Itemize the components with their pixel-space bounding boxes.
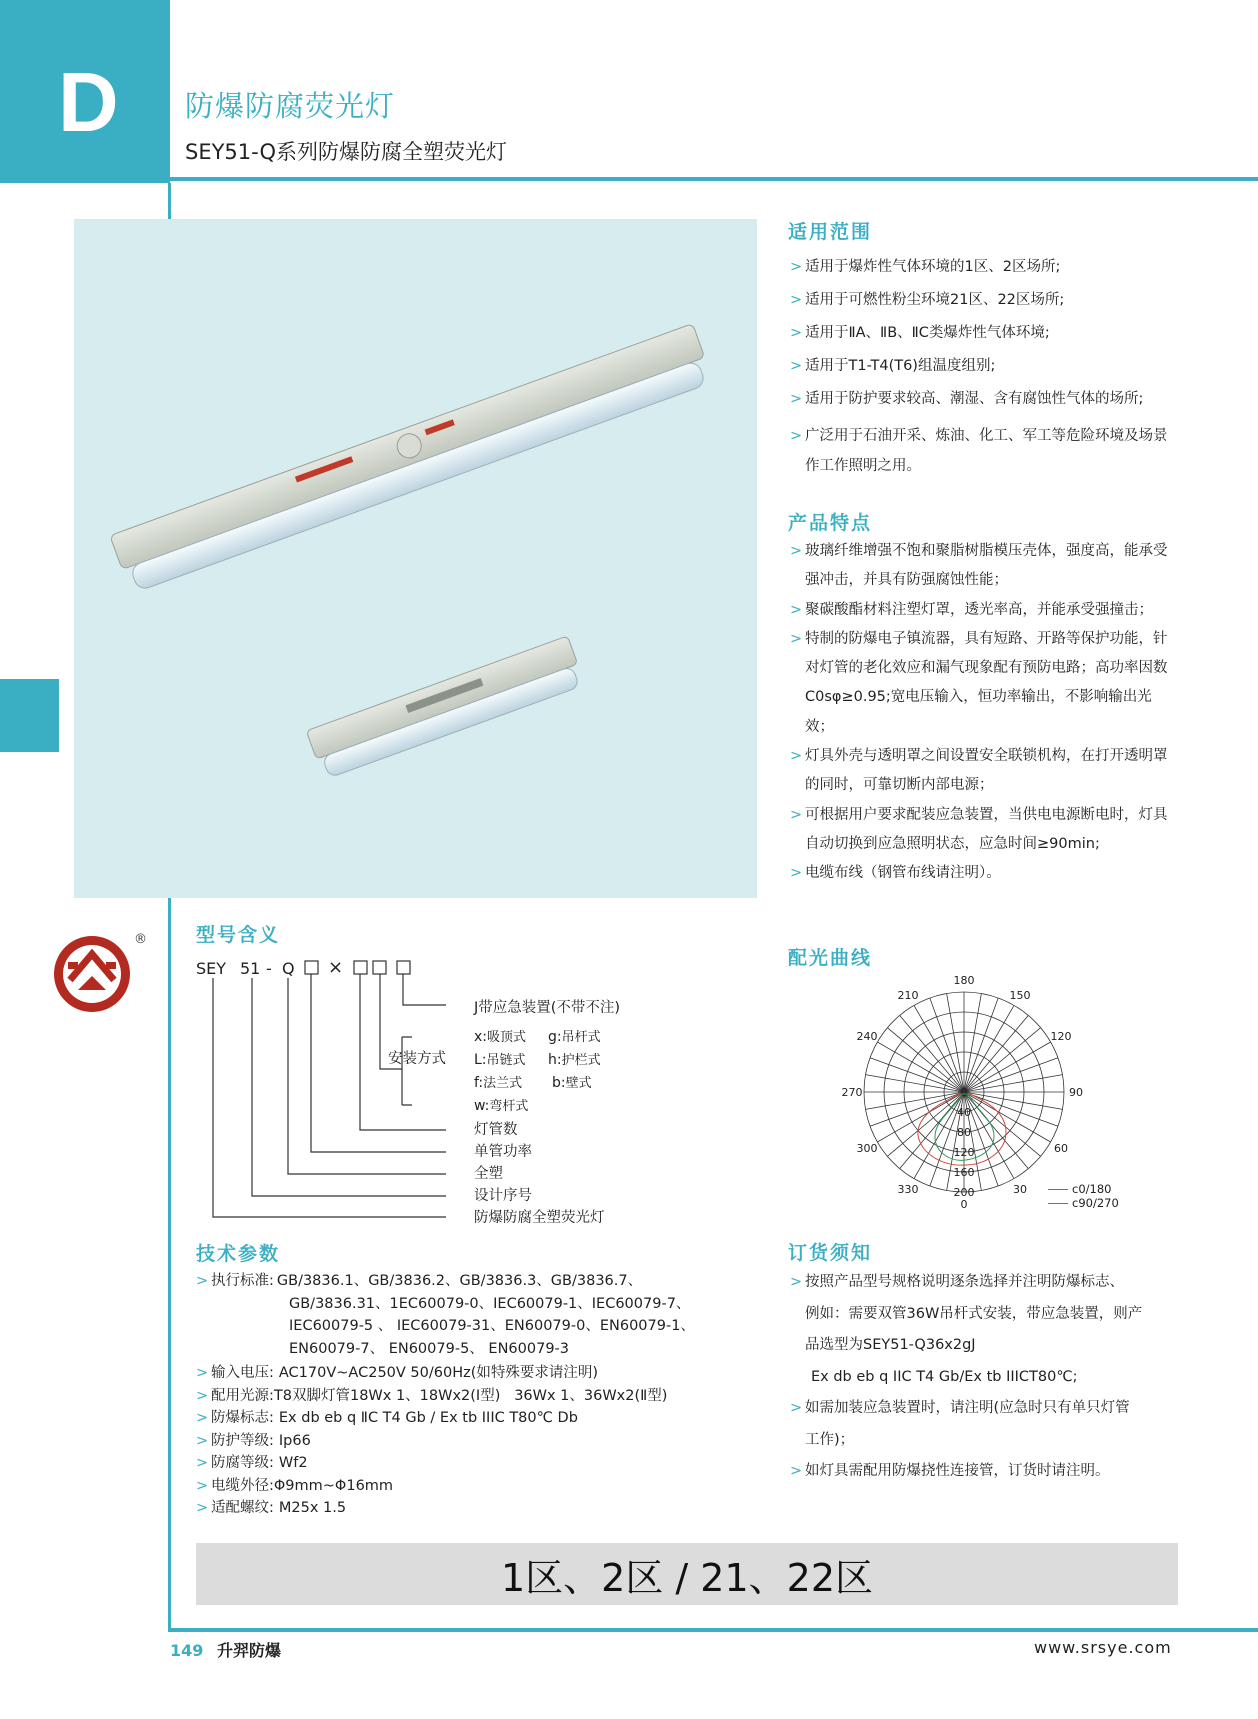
legend-power: 单管功率 <box>474 1144 532 1160</box>
radial-label: 0 <box>960 1086 968 1099</box>
order-item-2 <box>790 1393 1180 1456</box>
radial-label: 80 <box>957 1126 971 1139</box>
list-item: > 适用于爆炸性气体环境的1区、2区场所; <box>790 259 1061 275</box>
page-number: 149 <box>170 1641 204 1660</box>
angle-label: 240 <box>856 1030 878 1043</box>
small-fixture <box>306 636 585 780</box>
angle-label: 90 <box>1069 1086 1083 1099</box>
angle-label: 180 <box>953 974 975 987</box>
curve-legend <box>1048 1182 1119 1210</box>
order-line: 如需加装应急装置时，请注明(应急时只有单只灯管 <box>805 1400 1130 1416</box>
footer-url: www.srsye.com <box>1034 1638 1172 1657</box>
tech-list <box>196 1270 756 1520</box>
legend-series: 设计序号 <box>474 1188 532 1204</box>
model-mount-label: 安装方式 <box>388 1051 446 1067</box>
model-code-dash: - <box>266 959 272 978</box>
footer-brand: 升羿防爆 <box>216 1641 281 1660</box>
list-item: > 特制的防爆电子镇流器，具有短路、开路等保护功能，针对灯管的老化效应和漏气现象配有预防电路；高功率因数C0sφ≥0.95;宽电压输入，恒功率输出，不影响输出光效； <box>790 630 1168 735</box>
large-fixture <box>110 324 714 594</box>
zone-banner <box>196 1543 1178 1605</box>
mount-option-x: x:吸顶式 <box>474 1029 527 1045</box>
list-item: > 适用于防护要求较高、潮湿、含有腐蚀性气体的场所; <box>790 391 1144 407</box>
tech-row-standards-cont: IEC60079-5 、 IEC60079-31、EN60079-0、EN60079-1、 <box>289 1318 695 1334</box>
list-item: > 灯具外壳与透明罩之间设置安全联锁机构，在打开透明罩的同时，可靠切断内部电源； <box>790 748 1168 794</box>
model-code-q: Q <box>282 959 295 978</box>
angle-label: 0 <box>960 1198 968 1211</box>
tech-row-thread: > 适配螺纹: M25x 1.5 <box>196 1500 347 1516</box>
list-item: > 玻璃纤维增强不饱和聚脂树脂模压壳体，强度高，能承受强冲击，并具有防强腐蚀性能； <box>790 543 1168 589</box>
list-item: > 聚碳酸酯材料注塑灯罩，透光率高，并能承受强撞击； <box>790 601 1153 618</box>
brand-logo <box>50 932 138 1016</box>
list-item: > 广泛用于石油开采、炼油、化工、军工等危险环境及场景作工作照明之用。 <box>790 428 1168 474</box>
order-line: 品选型为SEY51-Q36x2gJ <box>805 1337 976 1353</box>
order-line: Ex db eb q IIC T4 Gb/Ex tb IIICT80℃; <box>811 1368 1078 1385</box>
model-code-sey: SEY <box>196 959 227 978</box>
angle-label: 60 <box>1053 1142 1068 1155</box>
left-rule-bottom <box>168 897 171 1632</box>
mount-option-l: L:吊链式 <box>474 1052 526 1068</box>
features-list <box>790 537 1170 889</box>
radial-label: 120 <box>953 1146 975 1159</box>
order-line: 如灯具需配用防爆挠性连接管，订货时请注明。 <box>805 1463 1110 1479</box>
category-letter: D <box>58 55 119 149</box>
bottom-rule <box>168 1628 1258 1632</box>
model-legend <box>474 1119 605 1229</box>
model-code-number: 51 <box>240 959 261 978</box>
list-item: > 适用于可燃性粉尘环境21区、22区场所; <box>790 292 1065 308</box>
tech-row-standards-cont: EN60079-7、 EN60079-5、 EN60079-3 <box>289 1340 569 1357</box>
angle-label: 300 <box>856 1142 878 1155</box>
order-line: 工作)； <box>805 1431 855 1448</box>
header-rule <box>170 177 1258 181</box>
angle-label: 210 <box>897 989 919 1003</box>
model-code-x: × <box>328 957 344 978</box>
model-emergency: J带应急装置(不带不注) <box>474 1000 621 1016</box>
arrow-icon: > <box>790 1400 803 1416</box>
list-item: > 电缆布线（钢管布线请注明）。 <box>790 865 1001 882</box>
model-diagram <box>196 955 446 1225</box>
legend-full-plastic: 全塑 <box>474 1166 503 1182</box>
angle-label: 270 <box>841 1086 863 1099</box>
radial-label: 40 <box>957 1106 971 1119</box>
mount-option-h: h:护栏式 <box>548 1052 601 1068</box>
left-rule-top <box>168 183 171 219</box>
list-item: > 可根据用户要求配装应急装置，当供电电源断电时，灯具自动切换到应急照明状态，应急时间≥90min; <box>790 806 1168 852</box>
zone-banner-text: 1区、2区 / 21、22区 <box>500 1555 874 1600</box>
tech-row-ex-mark: > 防爆标志: Ex db eb q ⅡC T4 Gb / Ex tb IIIC T80℃ Db <box>196 1410 578 1426</box>
angle-label: 120 <box>1050 1030 1072 1043</box>
angle-label: 330 <box>897 1182 919 1196</box>
radial-label: 200 <box>953 1186 975 1199</box>
order-item-1 <box>790 1267 1180 1393</box>
mount-option-b: b:壁式 <box>552 1075 592 1091</box>
registered-mark: ® <box>134 932 147 947</box>
radial-label: 160 <box>953 1166 975 1179</box>
side-tab <box>0 679 59 752</box>
legend-tube-count: 灯管数 <box>474 1122 518 1138</box>
features-title: 产品特点 <box>788 512 873 534</box>
tech-title: 技术参数 <box>196 1243 281 1265</box>
tech-row-light-source: > 配用光源:T8双脚灯管18Wx 1、18Wx2(Ⅰ型) 36Wx 1、36Wx2(Ⅱ型) <box>196 1387 668 1404</box>
list-item: > 适用于ⅡA、ⅡB、ⅡC类爆炸性气体环境; <box>790 325 1050 341</box>
product-photo <box>74 219 757 898</box>
tech-row-cable: > 电缆外径:Φ9mm~Φ16mm <box>196 1477 394 1494</box>
scope-list <box>790 256 1175 481</box>
angle-label: 30 <box>1013 1182 1027 1196</box>
legend-c90: c90/270 <box>1048 1196 1119 1210</box>
order-line: 例如：需要双管36W吊杆式安装，带应急装置，则产 <box>805 1305 1143 1322</box>
mount-option-f: f:法兰式 <box>474 1075 523 1091</box>
legend-name: 防爆防腐全塑荧光灯 <box>474 1210 605 1226</box>
arrow-icon: > <box>790 1274 803 1290</box>
curve-title: 配光曲线 <box>788 947 873 969</box>
order-item-3 <box>790 1456 1180 1488</box>
scope-title: 适用范围 <box>788 221 873 243</box>
angle-label: 150 <box>1009 989 1031 1003</box>
footer-page <box>170 1638 281 1661</box>
model-title: 型号含义 <box>196 924 281 946</box>
mount-option-g: g:吊杆式 <box>548 1029 601 1045</box>
category-title: 防爆防腐荧光灯 <box>185 89 396 123</box>
mount-option-w: w:弯杆式 <box>474 1098 529 1114</box>
product-title: SEY51-Q系列防爆防腐全塑荧光灯 <box>185 140 508 164</box>
tech-row-standards-cont: GB/3836.31、1EC60079-0、IEC60079-1、IEC60079-7、 <box>289 1295 691 1312</box>
order-notes <box>790 1267 1180 1488</box>
arrow-icon: > <box>790 1463 803 1479</box>
tech-row-voltage: > 输入电压: AC170V~AC250V 50/60Hz(如特殊要求请注明) <box>196 1365 599 1381</box>
tech-row-corrosion: > 防腐等级: Wf2 <box>196 1455 308 1471</box>
legend-c0: c0/180 <box>1048 1182 1119 1196</box>
tech-row-ip: > 防护等级: Ip66 <box>196 1432 311 1449</box>
tech-row-standards: > 执行标准: GB/3836.1、GB/3836.2、GB/3836.3、GB/3836.7、 <box>196 1273 643 1289</box>
order-line: 按照产品型号规格说明逐条选择并注明防爆标志、 <box>805 1274 1124 1290</box>
list-item: > 适用于T1-T4(T6)组温度组别; <box>790 358 996 374</box>
order-title: 订货须知 <box>788 1242 873 1264</box>
